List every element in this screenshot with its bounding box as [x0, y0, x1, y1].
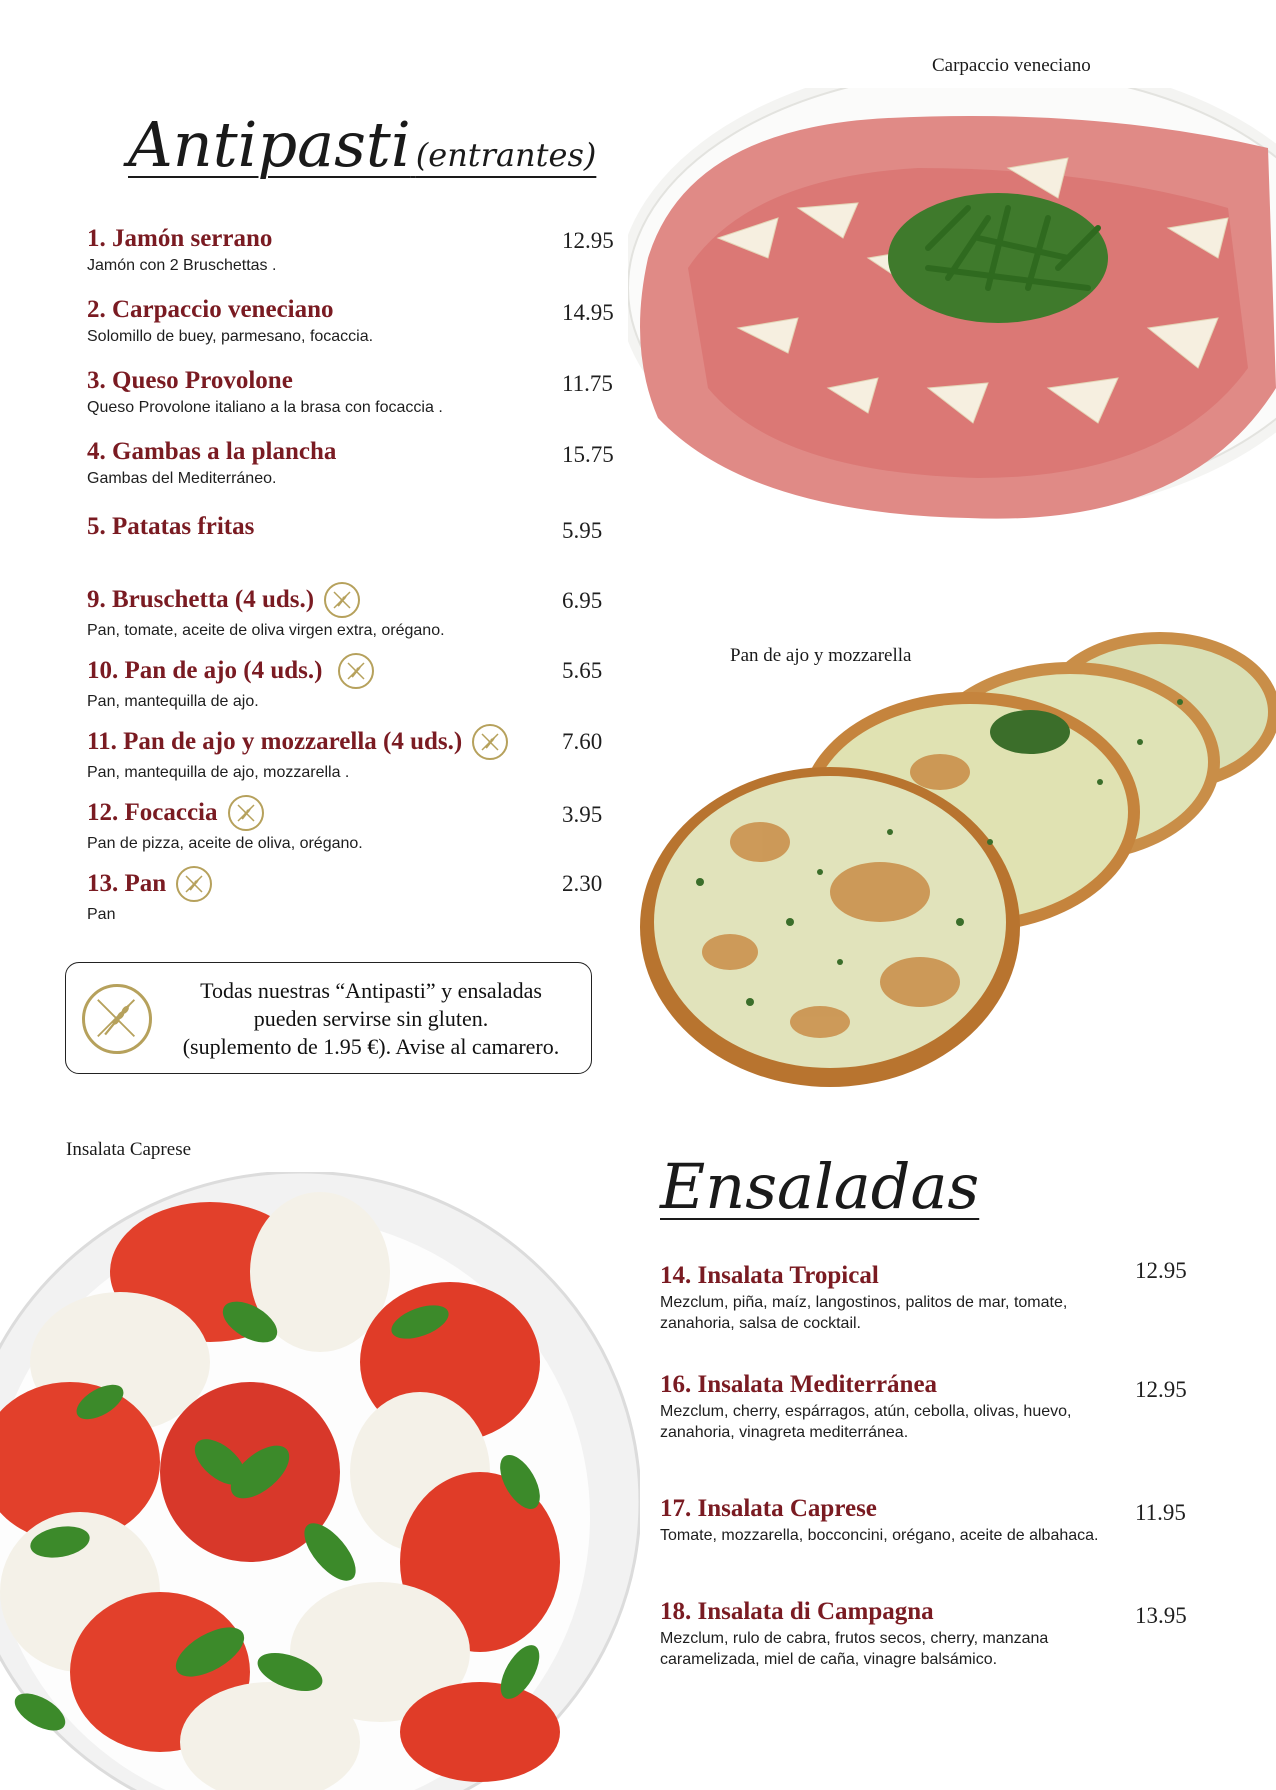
- item-description: Gambas del Mediterráneo.: [87, 470, 277, 487]
- notice-line: pueden servirse sin gluten.: [253, 1006, 489, 1031]
- menu-item: [87, 513, 254, 541]
- item-price: 12.95: [1135, 1258, 1187, 1283]
- item-description: zanahoria, salsa de cocktail.: [660, 1315, 861, 1332]
- item-name: 1. Jamón serrano: [87, 225, 273, 252]
- item-name: 11. Pan de ajo y mozzarella (4 uds.): [87, 728, 463, 755]
- notice-line: Todas nuestras “Antipasti” y ensaladas: [200, 978, 542, 1003]
- item-price: 5.95: [562, 518, 603, 543]
- item-price: 6.95: [562, 588, 603, 613]
- item-description: Tomate, mozzarella, bocconcini, orégano, aceite de albahaca.: [660, 1527, 1099, 1544]
- antipasti-subtitle: (entrantes): [415, 136, 597, 174]
- item-description: Mezclum, cherry, espárragos, atún, cebolla, olivas, huevo,: [660, 1403, 1072, 1420]
- gluten-free-wheat-icon: [228, 795, 264, 831]
- menu-item: [87, 724, 508, 783]
- item-name: 12. Focaccia: [87, 799, 218, 826]
- gluten-free-wheat-icon: [82, 984, 152, 1054]
- item-name: 16. Insalata Mediterránea: [660, 1371, 938, 1398]
- item-description: Jamón con 2 Bruschettas .: [87, 257, 277, 274]
- garlic-bread-photo: [640, 622, 1276, 1088]
- item-name: 10. Pan de ajo (4 uds.): [87, 657, 323, 684]
- caprese-caption: Insalata Caprese: [66, 1139, 192, 1160]
- item-description: zanahoria, vinagreta mediterránea.: [660, 1424, 909, 1441]
- item-price: 12.95: [562, 228, 614, 253]
- gluten-free-wheat-icon: [324, 582, 360, 618]
- menu-item: [87, 866, 212, 925]
- menu-item: [87, 296, 373, 347]
- gluten-free-wheat-icon: [472, 724, 508, 760]
- item-name: 9. Bruschetta (4 uds.): [87, 586, 315, 613]
- gluten-free-wheat-icon: [338, 653, 374, 689]
- item-price: 14.95: [562, 300, 614, 325]
- item-description: caramelizada, miel de caña, vinagre balsámico.: [660, 1651, 998, 1668]
- item-description: Mezclum, rulo de cabra, frutos secos, cherry, manzana: [660, 1630, 1049, 1647]
- item-description: Pan, mantequilla de ajo.: [87, 693, 259, 710]
- item-name: 5. Patatas fritas: [87, 513, 255, 540]
- gluten-free-wheat-icon: [176, 866, 212, 902]
- garlic-bread-caption: Pan de ajo y mozzarella: [730, 645, 912, 666]
- item-price: 3.95: [562, 802, 603, 827]
- menu-item: [87, 795, 363, 854]
- item-name: 14. Insalata Tropical: [660, 1262, 879, 1289]
- item-name: 2. Carpaccio veneciano: [87, 296, 334, 323]
- item-description: Mezclum, piña, maíz, langostinos, palitos de mar, tomate,: [660, 1294, 1068, 1311]
- menu-item: [660, 1262, 1067, 1334]
- item-description: Solomillo de buey, parmesano, focaccia.: [87, 328, 374, 345]
- item-description: Pan: [87, 906, 116, 923]
- item-description: Pan, tomate, aceite de oliva virgen extra, orégano.: [87, 622, 445, 639]
- menu-item: [660, 1598, 1048, 1670]
- menu-item: [87, 653, 374, 712]
- carpaccio-photo: [628, 88, 1276, 548]
- item-name: 18. Insalata di Campagna: [660, 1598, 934, 1625]
- item-description: Queso Provolone italiano a la brasa con focaccia .: [87, 399, 443, 416]
- menu-item: [87, 367, 443, 418]
- notice-line: (suplemento de 1.95 €). Avise al camarero.: [182, 1034, 560, 1059]
- item-price: 7.60: [562, 729, 603, 754]
- item-price: 15.75: [562, 442, 614, 467]
- antipasti-heading: [128, 108, 596, 181]
- item-name: 3. Queso Provolone: [87, 367, 293, 394]
- menu-item: [87, 438, 336, 489]
- item-price: 13.95: [1135, 1603, 1187, 1628]
- item-name: 4. Gambas a la plancha: [87, 438, 337, 465]
- item-price: 11.95: [1135, 1500, 1186, 1525]
- ensaladas-title: Ensaladas: [660, 1150, 980, 1223]
- menu-item: [660, 1371, 1071, 1443]
- item-description: Pan de pizza, aceite de oliva, orégano.: [87, 835, 363, 852]
- item-price: 2.30: [562, 871, 603, 896]
- menu-item: [87, 582, 445, 641]
- carpaccio-caption: Carpaccio veneciano: [932, 55, 1091, 76]
- item-price: 12.95: [1135, 1377, 1187, 1402]
- item-name: 17. Insalata Caprese: [660, 1495, 877, 1522]
- menu-item: [660, 1495, 1098, 1546]
- item-description: Pan, mantequilla de ajo, mozzarella .: [87, 764, 350, 781]
- item-name: 13. Pan: [87, 870, 167, 897]
- item-price: 5.65: [562, 658, 603, 683]
- gluten-free-notice: [65, 962, 592, 1074]
- caprese-photo: [0, 1172, 640, 1790]
- item-price: 11.75: [562, 371, 613, 396]
- menu-item: [87, 225, 276, 276]
- antipasti-title: Antipasti: [128, 108, 411, 181]
